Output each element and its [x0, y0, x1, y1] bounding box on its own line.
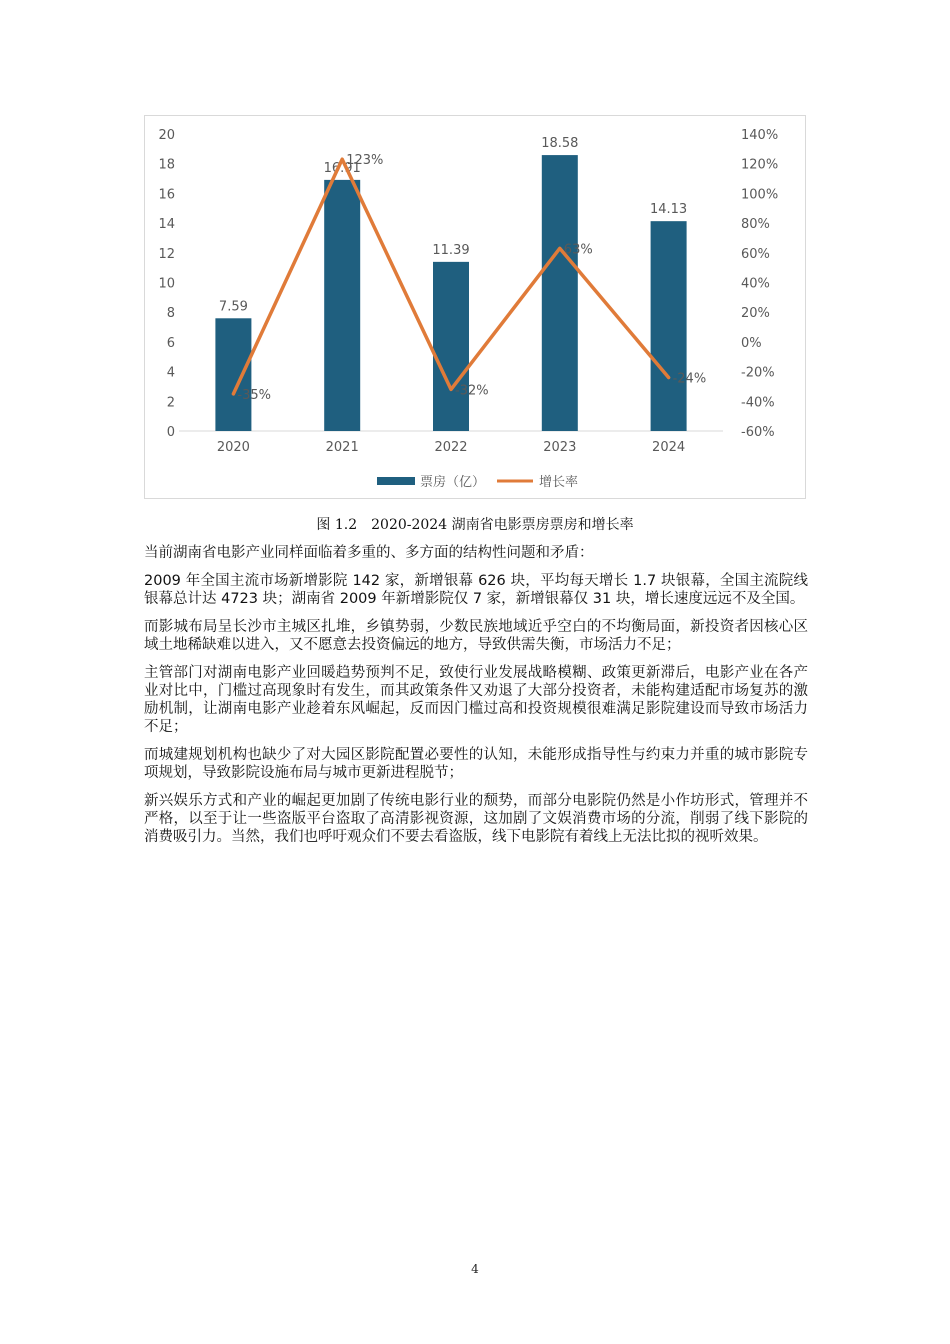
bar-data-label: 18.58 — [541, 136, 579, 152]
right-axis-tick-label: 140% — [741, 128, 779, 143]
figure-number: 图 1.2 — [316, 517, 358, 533]
left-axis-tick-label: 10 — [158, 276, 175, 292]
figure-title: 2020-2024 湖南省电影票房票房和增长率 — [371, 517, 634, 533]
x-axis-tick-label: 2023 — [543, 440, 577, 455]
x-axis-tick-label: 2024 — [652, 440, 686, 455]
right-axis-tick-label: -40% — [741, 395, 775, 411]
page-number: 4 — [471, 1262, 479, 1276]
bar-data-label: 7.59 — [218, 299, 248, 315]
left-axis-tick-label: 8 — [166, 306, 175, 322]
paragraph: 而影城布局呈长沙市主城区扎堆，乡镇势弱，少数民族地域近乎空白的不均衡局面，新投资者因核心区域土地稀缺难以进入，又不愿意去投资偏远的地方，导致供需失衡，市场活力不足； — [144, 619, 808, 653]
line-data-label: 63% — [563, 242, 593, 258]
left-axis-tick-label: 18 — [158, 157, 175, 173]
right-axis-tick-label: 20% — [741, 306, 770, 322]
body-text — [144, 544, 808, 856]
left-axis-tick-label: 12 — [158, 246, 175, 262]
left-axis-tick-label: 16 — [158, 187, 175, 203]
bar — [215, 318, 251, 431]
line-data-label: -35% — [237, 387, 271, 403]
figure-caption — [0, 514, 950, 534]
right-axis-tick-label: -20% — [741, 365, 775, 381]
bar-data-label: 14.13 — [649, 202, 688, 218]
x-axis-tick-label: 2021 — [325, 440, 359, 455]
bar — [542, 155, 578, 431]
paragraph: 2009 年全国主流市场新增影院 142 家，新增银幕 626 块，平均每天增长 1.7 块银幕，全国主流院线银幕总计达 4723 块；湖南省 2009 年新增影院仅 7 家，新增银幕仅 31 块，增长速度远远不及全国。 — [144, 573, 808, 607]
right-axis-tick-label: 80% — [741, 217, 770, 233]
chart-container — [144, 115, 806, 499]
paragraph: 而城建规划机构也缺少了对大园区影院配置必要性的认知，未能形成指导性与约束力并重的城市影院专项规划，导致影院设施布局与城市更新进程脱节； — [144, 747, 808, 781]
right-axis-tick-label: 60% — [741, 246, 770, 262]
x-axis-tick-label: 2022 — [434, 440, 468, 455]
legend-label-box-office: 票房（亿） — [420, 475, 486, 490]
line-point — [558, 247, 561, 250]
left-axis-tick-label: 20 — [158, 128, 175, 143]
right-axis-tick-label: 120% — [741, 157, 779, 173]
line-point — [450, 388, 453, 391]
left-axis-tick-label: 4 — [166, 365, 175, 381]
left-axis-tick-label: 2 — [166, 395, 175, 411]
line-data-label: -32% — [455, 383, 489, 399]
bar — [324, 180, 360, 431]
bar — [651, 221, 687, 431]
right-axis-tick-label: 40% — [741, 276, 770, 292]
right-axis-tick-label: -60% — [741, 425, 775, 440]
line-point — [232, 392, 235, 395]
paragraph: 主管部门对湖南电影产业回暖趋势预判不足，致使行业发展战略模糊、政策更新滞后，电影产业在各产业对比中，门槛过高现象时有发生，而其政策条件又劝退了大部分投资者，未能构建适配市场复苏的激励机制，让湖南电影产业趁着东风崛起，反而因门槛过高和投资规模很难满足影院建设而导致市场活力不足； — [144, 665, 808, 735]
left-axis-tick-label: 14 — [158, 217, 175, 233]
x-axis-tick-label: 2020 — [216, 440, 250, 455]
box-office-chart — [145, 116, 805, 498]
paragraph: 当前湖南省电影产业同样面临着多重的、多方面的结构性问题和矛盾： — [144, 545, 594, 561]
line-point — [667, 376, 670, 379]
bar-data-label: 11.39 — [432, 242, 470, 258]
bar-data-label: 16.91 — [323, 160, 361, 176]
legend-swatch-box-office — [377, 477, 415, 485]
legend-label-growth: 增长率 — [539, 475, 579, 490]
paragraph: 新兴娱乐方式和产业的崛起更加剧了传统电影行业的颓势，而部分电影院仍然是小作坊形式，管理并不严格，以至于让一些盗版平台盗取了高清影视资源，这加剧了文娱消费市场的分流，削弱了线下影院的消费吸引力。当然，我们也呼吁观众们不要去看盗版，线下电影院有着线上无法比拟的视听效果。 — [144, 793, 808, 845]
right-axis-tick-label: 100% — [741, 187, 779, 203]
bar — [433, 262, 469, 431]
line-data-label: 123% — [346, 153, 384, 169]
line-data-label: -24% — [672, 371, 707, 387]
right-axis-tick-label: 0% — [741, 335, 762, 351]
left-axis-tick-label: 0 — [166, 425, 175, 440]
left-axis-tick-label: 6 — [166, 335, 175, 351]
line-point — [341, 158, 344, 161]
